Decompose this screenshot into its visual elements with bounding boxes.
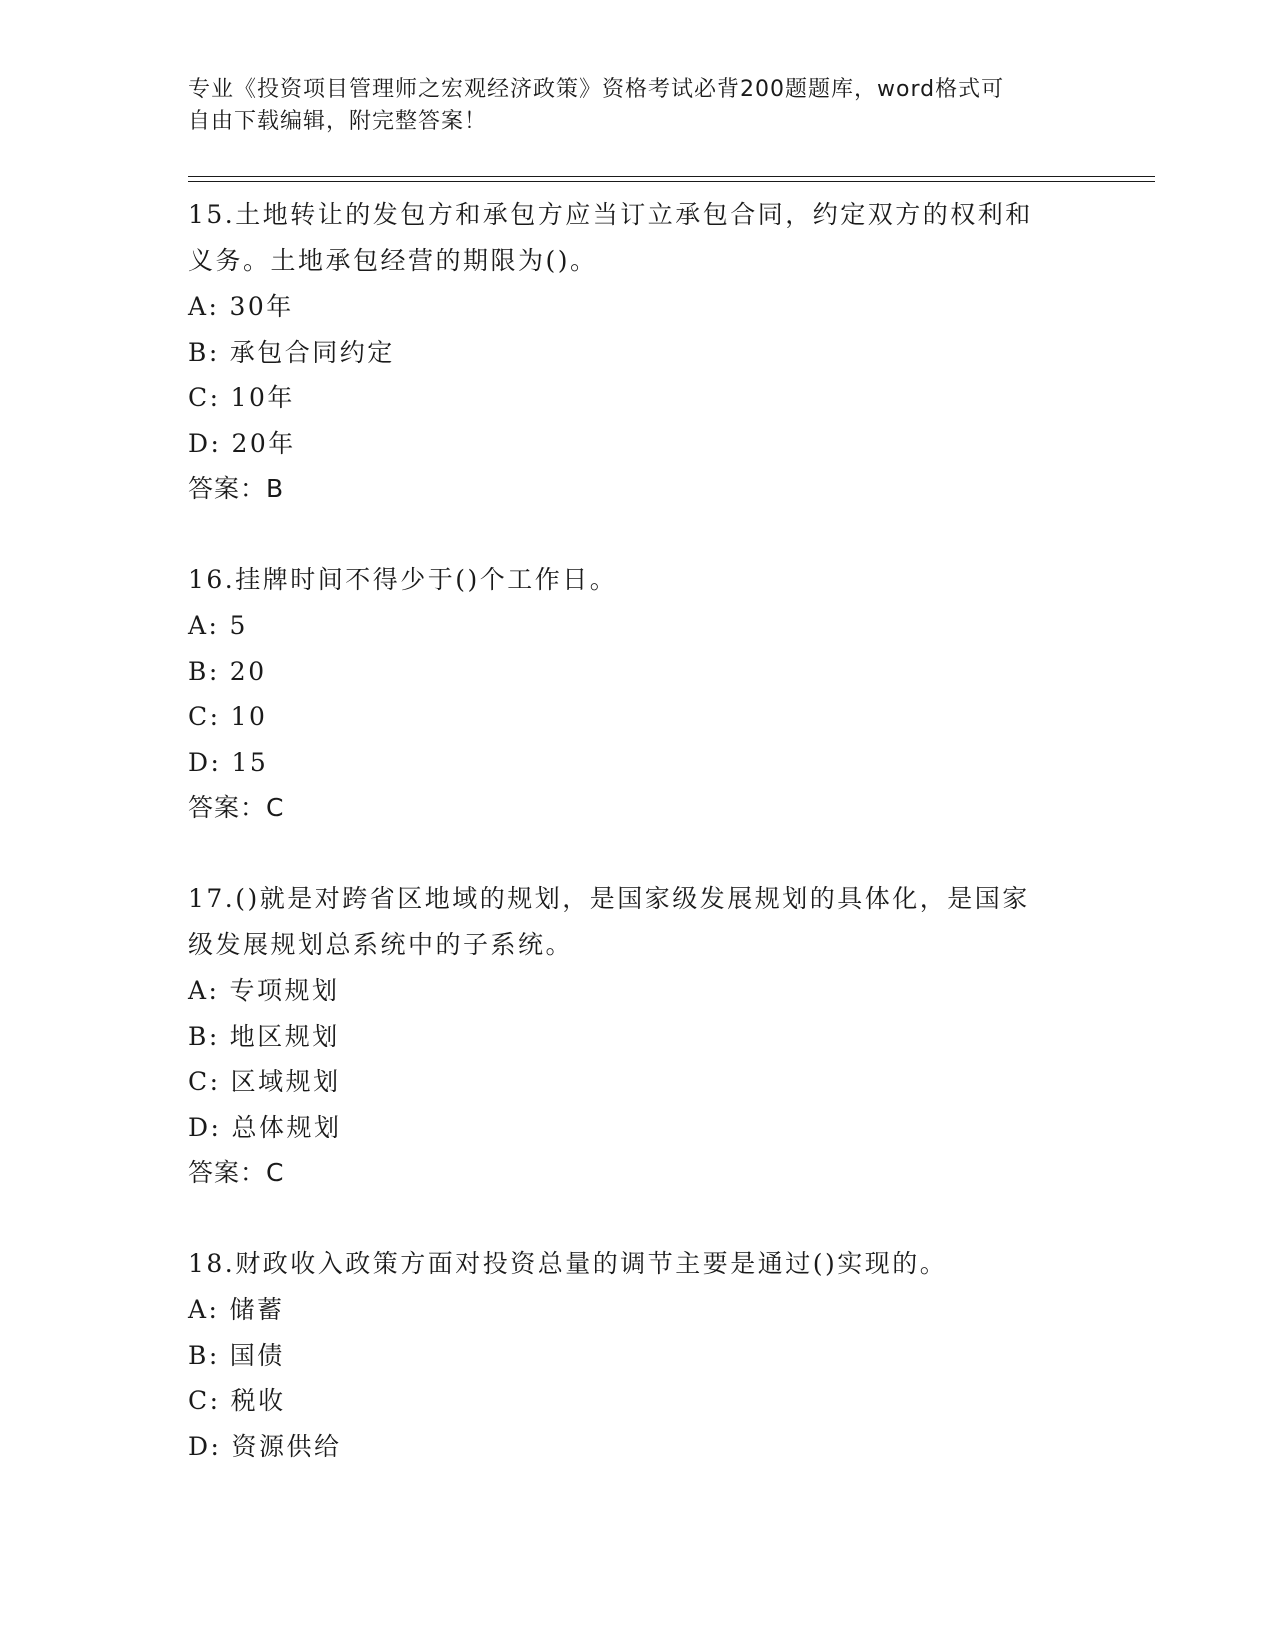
option-value: 30年 [229, 292, 294, 321]
option-label: A: [188, 1295, 220, 1324]
option-d [188, 1424, 1088, 1470]
option-label: B: [188, 1340, 220, 1370]
option-value: 区域规划 [230, 1067, 341, 1096]
question-15 [188, 192, 1088, 511]
option-label: D: [188, 1431, 222, 1461]
option-a [188, 284, 1088, 330]
option-value: 资源供给 [231, 1431, 342, 1461]
option-c [188, 694, 1088, 740]
option-value: 15 [231, 747, 269, 777]
option-label: A: [188, 976, 220, 1005]
header-line-1: 专业《投资项目管理师之宏观经济政策》资格考试必背200题题库，word格式可 [188, 77, 1005, 102]
document-header [188, 74, 1068, 138]
question-text-line: 17.()就是对跨省区地域的规划，是国家级发展规划的具体化，是国家 [188, 884, 1030, 913]
question-text-line: 15.土地转让的发包方和承包方应当订立承包合同，约定双方的权利和 [188, 200, 1033, 229]
question-text-line: 义务。土地承包经营的期限为()。 [188, 246, 598, 275]
option-c [188, 375, 1088, 421]
header-line-2: 自由下载编辑，附完整答案！ [188, 109, 488, 134]
option-value: 10 [230, 702, 268, 731]
option-value: 承包合同约定 [229, 337, 395, 367]
option-label: D: [188, 1112, 222, 1142]
option-value: 税收 [230, 1386, 286, 1415]
option-a [188, 1287, 1088, 1333]
option-c [188, 1059, 1088, 1105]
option-label: B: [188, 656, 220, 686]
option-label: B: [188, 1021, 220, 1051]
option-b [188, 649, 1088, 695]
option-value: 20 [229, 656, 267, 686]
option-label: C: [188, 1386, 221, 1415]
option-b [188, 1014, 1088, 1060]
option-value: 储蓄 [229, 1295, 285, 1324]
option-a [188, 603, 1088, 649]
option-value: 5 [229, 611, 248, 640]
option-d [188, 1105, 1088, 1151]
option-d [188, 421, 1088, 467]
question-18 [188, 1241, 1088, 1469]
question-text-line: 18.财政收入政策方面对投资总量的调节主要是通过()实现的。 [188, 1249, 948, 1278]
question-17 [188, 876, 1088, 1195]
header-divider-bottom [188, 181, 1155, 182]
option-c [188, 1378, 1088, 1424]
question-text-line: 16.挂牌时间不得少于()个工作日。 [188, 565, 618, 594]
option-b [188, 1333, 1088, 1379]
answer-line: 答案：C [188, 1158, 285, 1187]
option-label: A: [188, 611, 220, 640]
option-label: C: [188, 383, 221, 412]
option-label: D: [188, 428, 222, 458]
question-list [188, 192, 1088, 1515]
option-label: D: [188, 747, 222, 777]
question-text-line: 级发展规划总系统中的子系统。 [188, 930, 574, 959]
question-16 [188, 557, 1088, 830]
option-value: 专项规划 [229, 976, 340, 1005]
option-label: B: [188, 337, 220, 367]
option-b [188, 330, 1088, 376]
option-label: C: [188, 1067, 221, 1096]
option-a [188, 968, 1088, 1014]
option-value: 10年 [230, 383, 295, 412]
option-value: 20年 [231, 428, 296, 458]
option-d [188, 740, 1088, 786]
answer-line: 答案：C [188, 793, 285, 822]
option-label: A: [188, 292, 220, 321]
option-value: 总体规划 [231, 1112, 342, 1142]
header-divider-top [188, 176, 1155, 177]
option-label: C: [188, 702, 221, 731]
answer-line: 答案：B [188, 474, 285, 503]
option-value: 地区规划 [229, 1021, 340, 1051]
option-value: 国债 [229, 1340, 285, 1370]
